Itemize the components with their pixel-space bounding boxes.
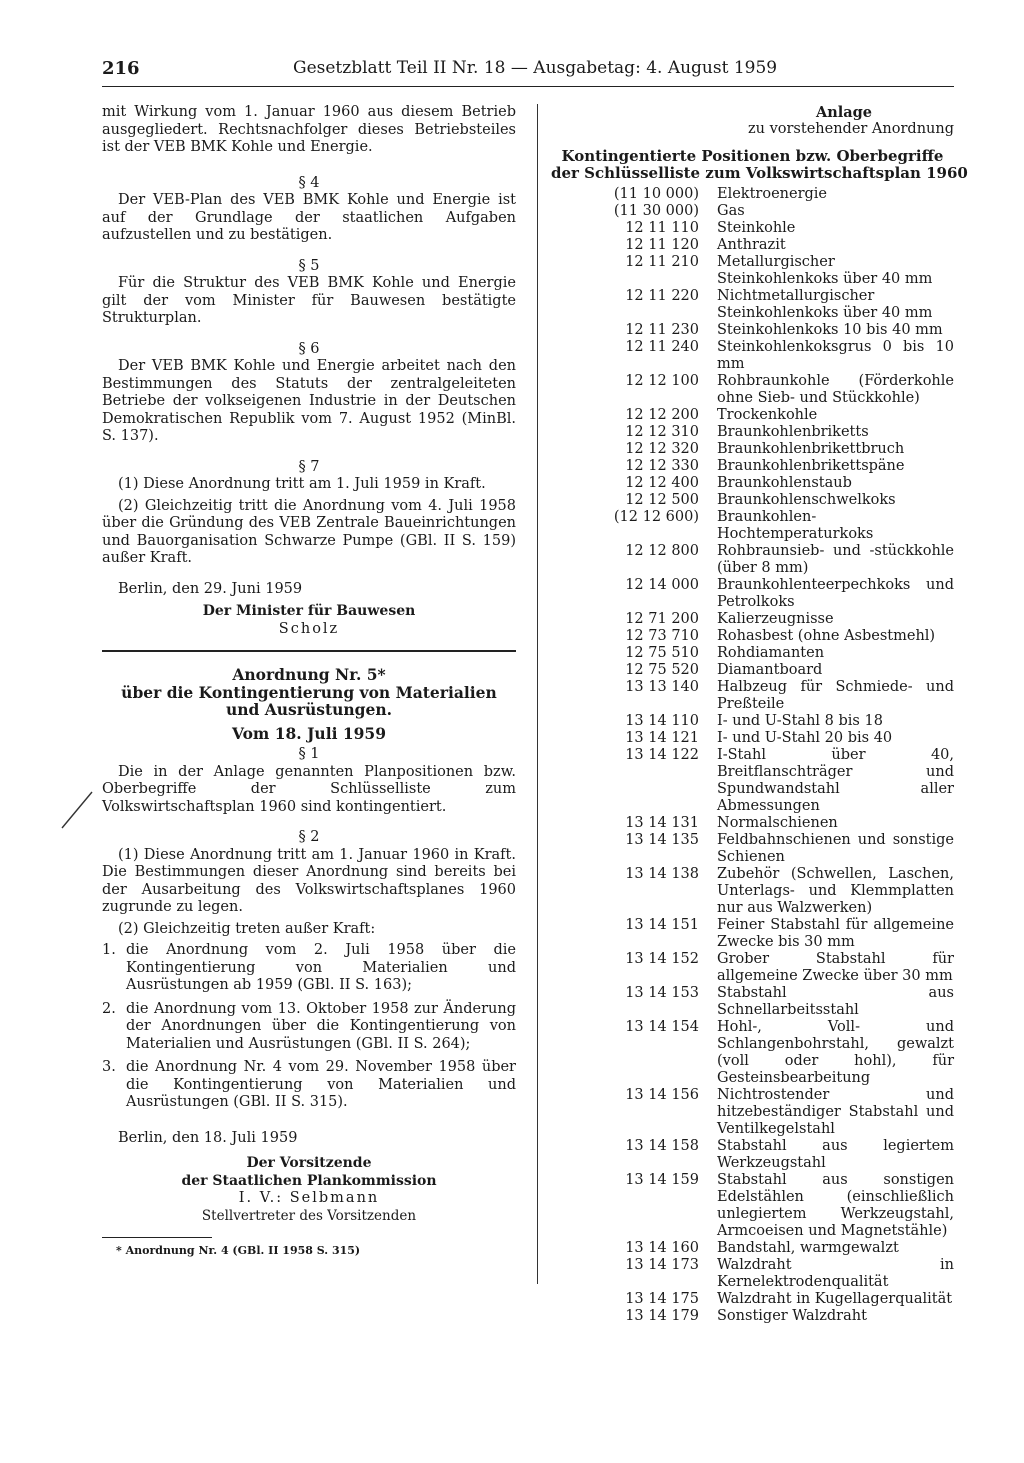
position-name: Rohbraunkohle (Förderkohle ohne Sieb- und Stückkohle) <box>717 373 954 406</box>
section-7-para-2: (2) Gleichzeitig tritt die Anordnung vom 4. Juli 1958 über die Gründung des VEB Zentrale Baueinrichtungen und Bauorganisation Schwarze Pumpe (GBl. II S. 159) außer Kraft. <box>102 497 516 566</box>
position-name: I- und U-Stahl 20 bis 40 <box>717 730 893 746</box>
position-code: 13 14 138 <box>625 866 699 882</box>
position-name: Braunkohlenstaub <box>717 475 852 491</box>
position-code: 12 11 210 <box>625 254 699 270</box>
position-code: 12 11 110 <box>625 220 699 236</box>
anlage-subtitle: zu vorstehender Anordnung <box>747 121 954 137</box>
left-column <box>102 104 516 1260</box>
table-row <box>551 441 954 458</box>
position-code: (12 12 600) <box>613 509 699 525</box>
position-code: 12 11 120 <box>625 237 699 253</box>
position-code: 13 14 152 <box>625 951 699 967</box>
position-code: 12 12 500 <box>625 492 699 508</box>
position-name: Feldbahnschienen und sonstige Schienen <box>717 832 954 865</box>
right-column <box>551 104 968 1325</box>
position-name: Trockenkohle <box>717 407 818 423</box>
list-heading-line-1: Kontingentierte Positionen bzw. Oberbegriffe <box>561 147 944 165</box>
signature-2-line-3: I. V.: Selbmann <box>238 1190 380 1206</box>
ordinance-section-1-heading: § 1 <box>298 746 320 762</box>
position-code: 13 14 159 <box>625 1172 699 1188</box>
table-row <box>551 866 954 917</box>
position-name: Rohdiamanten <box>717 645 825 661</box>
table-row <box>551 1087 954 1138</box>
table-row <box>551 628 954 645</box>
ordinance-section-2-para-2: (2) Gleichzeitig treten außer Kraft: <box>118 920 376 937</box>
position-name: Elektroenergie <box>717 186 828 202</box>
ordinance-title-line-1: Anordnung Nr. 5* <box>232 665 386 684</box>
table-row <box>551 254 954 288</box>
intro-paragraph: mit Wirkung vom 1. Januar 1960 aus diesem Betrieb ausgegliedert. Rechtsnachfolger dieses Betriebsteiles ist der VEB BMK Kohle und Energie. <box>102 104 516 155</box>
positions-table <box>551 186 954 1325</box>
position-code: 13 14 156 <box>625 1087 699 1103</box>
table-row <box>551 730 954 747</box>
position-code: 12 12 320 <box>625 441 699 457</box>
running-title: Gesetzblatt Teil II Nr. 18 — Ausgabetag: 4. August 1959 <box>293 58 778 78</box>
table-row <box>551 203 954 220</box>
position-code: 12 11 230 <box>625 322 699 338</box>
table-row <box>551 713 954 730</box>
table-row <box>551 424 954 441</box>
table-row <box>551 339 954 373</box>
position-name: Rohbraunsieb- und -stückkohle (über 8 mm) <box>717 543 954 576</box>
anlage-title: Anlage <box>815 104 872 121</box>
signature-2-line-1: Der Vorsitzende <box>246 1155 372 1171</box>
position-code: 12 12 400 <box>625 475 699 491</box>
position-name: Braunkohlenteerpechkoks und Petrolkoks <box>717 577 954 610</box>
table-row <box>551 951 954 985</box>
section-6-text: Der VEB BMK Kohle und Energie arbeitet nach den Bestimmungen des Statuts der zentralgeleiteten Betriebe der volkseigenen Industrie in der Deutschen Demokratischen Republik vom 7. August 1952 (MinBl. S. 137). <box>102 358 516 444</box>
signer-name: Scholz <box>278 620 340 637</box>
table-row <box>551 1240 954 1257</box>
position-name: Bandstahl, warmgewalzt <box>717 1240 899 1256</box>
position-code: 12 12 800 <box>625 543 699 559</box>
table-row <box>551 662 954 679</box>
position-name: Diamantboard <box>717 662 823 678</box>
position-name: Braunkohlenbrikettbruch <box>717 441 905 457</box>
list-heading-line-2: der Schlüsselliste zum Volkswirtschaftsplan 1960 <box>551 164 968 182</box>
table-row <box>551 458 954 475</box>
page-number: 216 <box>102 58 140 79</box>
repealed-list <box>102 942 516 1112</box>
page-header <box>102 58 778 84</box>
position-name: Nichtmetallurgischer Steinkohlenkoks über 40 mm <box>717 288 933 321</box>
table-row <box>551 679 954 713</box>
position-code: 13 14 154 <box>625 1019 699 1035</box>
position-code: 12 12 310 <box>625 424 699 440</box>
position-name: I- und U-Stahl 8 bis 18 <box>717 713 883 729</box>
column-divider <box>537 104 538 1284</box>
table-row <box>551 747 954 815</box>
position-name: Gas <box>717 203 745 219</box>
position-name: Anthrazit <box>717 237 786 253</box>
header-rule <box>102 86 954 87</box>
table-row <box>551 1138 954 1172</box>
ordinance-date: Vom 18. Juli 1959 <box>231 723 387 743</box>
date-line-2: Berlin, den 18. Juli 1959 <box>118 1129 298 1146</box>
position-name: Steinkohle <box>717 220 796 236</box>
table-row <box>551 220 954 237</box>
table-row <box>551 1291 954 1308</box>
position-name: Walzdraht in Kernelektrodenqualität <box>717 1257 954 1290</box>
table-row <box>551 815 954 832</box>
table-row <box>551 288 954 322</box>
position-name: Hohl-, Voll- und Schlangenbohrstahl, gewalzt (voll oder hohl), für Gesteinsbearbeitung <box>717 1019 954 1086</box>
position-name: Grober Stabstahl für allgemeine Zwecke über 30 mm <box>717 951 954 984</box>
position-name: Braunkohlenbrikettspäne <box>717 458 905 474</box>
table-row <box>551 322 954 339</box>
signature-2-line-4: Stellvertreter des Vorsitzenden <box>201 1207 417 1224</box>
signature-2-line-2: der Staatlichen Plankommission <box>181 1172 437 1189</box>
position-code: (11 10 000) <box>613 186 699 202</box>
position-code: 13 14 151 <box>625 917 699 933</box>
table-row <box>551 645 954 662</box>
table-row <box>551 186 954 203</box>
position-name: Metallurgischer Steinkohlenkoks über 40 mm <box>717 254 933 287</box>
table-row <box>551 577 954 611</box>
position-code: 13 14 158 <box>625 1138 699 1154</box>
table-row <box>551 1172 954 1240</box>
position-code: 13 14 160 <box>625 1240 699 1256</box>
table-row <box>551 1257 954 1291</box>
position-code: 12 14 000 <box>625 577 699 593</box>
signer-title: Der Minister für Bauwesen <box>202 603 416 619</box>
position-code: 13 14 110 <box>625 713 699 729</box>
list-item: 1. die Anordnung vom 2. Juli 1958 über die Kontingentierung von Materialien und Ausrüstungen ab 1959 (GBl. II S. 163); <box>102 942 516 993</box>
position-code: 13 14 175 <box>625 1291 699 1307</box>
table-row <box>551 917 954 951</box>
position-code: 12 75 510 <box>625 645 699 661</box>
position-code: 13 14 153 <box>625 985 699 1001</box>
position-name: Steinkohlenkoks 10 bis 40 mm <box>717 322 943 338</box>
position-code: 13 14 122 <box>625 747 699 763</box>
position-code: 13 14 135 <box>625 832 699 848</box>
position-name: Walzdraht in Kugellagerqualität <box>717 1291 953 1307</box>
section-7-heading: § 7 <box>298 458 320 475</box>
ordinance-section-1-text: Die in der Anlage genannten Planpositionen bzw. Oberbegriffe der Schlüsselliste zum Volkswirtschaftsplan 1960 sind kontingentiert. <box>102 763 516 815</box>
position-name: Sonstiger Walzdraht <box>717 1308 867 1324</box>
ordinance-title-line-3: und Ausrüstungen. <box>225 700 393 719</box>
table-row <box>551 832 954 866</box>
table-row <box>551 492 954 509</box>
position-name: Stabstahl aus legiertem Werkzeugstahl <box>717 1138 954 1171</box>
table-row <box>551 237 954 254</box>
position-name: Steinkohlenkoksgrus 0 bis 10 mm <box>717 339 954 372</box>
list-item: 3. die Anordnung Nr. 4 vom 29. November 1958 über die Kontingentierung von Materialien und Ausrüstungen (GBl. II S. 315). <box>102 1059 516 1110</box>
position-code: 13 14 179 <box>625 1308 699 1324</box>
position-code: 12 11 220 <box>625 288 699 304</box>
position-code: (11 30 000) <box>613 203 699 219</box>
section-4-heading: § 4 <box>298 174 320 191</box>
position-code: 12 12 100 <box>625 373 699 389</box>
position-name: Stabstahl aus sonstigen Edelstählen (einschließlich unlegiertem Werkzeugstahl, Armcoeisen und Magnetstähle) <box>717 1172 954 1239</box>
table-row <box>551 1308 954 1325</box>
section-6-heading: § 6 <box>298 340 320 357</box>
footnote: * Anordnung Nr. 4 (GBl. II 1958 S. 315) <box>116 1244 361 1257</box>
table-row <box>551 543 954 577</box>
position-name: Nichtrostender und hitzebeständiger Stabstahl und Ventilkegelstahl <box>717 1087 954 1137</box>
table-row <box>551 509 954 543</box>
table-row <box>551 1019 954 1087</box>
position-name: Halbzeug für Schmiede- und Preßteile <box>717 679 954 712</box>
position-code: 13 14 121 <box>625 730 699 746</box>
ordinance-section-2-para-1: (1) Diese Anordnung tritt am 1. Januar 1960 in Kraft. Die Bestimmungen dieser Anordnung sind bereits bei der Ausarbeitung des Volkswirtschaftsplanes 1960 zugrunde zu legen. <box>102 846 516 915</box>
ordinance-title-line-2: über die Kontingentierung von Materialien <box>121 682 497 702</box>
position-code: 12 11 240 <box>625 339 699 355</box>
list-item: 2. die Anordnung vom 13. Oktober 1958 zur Änderung der Anordnungen über die Kontingentierung von Materialien und Ausrüstungen (GBl. II S. 264); <box>102 1000 516 1052</box>
position-code: 12 73 710 <box>625 628 699 644</box>
position-code: 12 12 330 <box>625 458 699 474</box>
position-code: 13 14 173 <box>625 1257 699 1273</box>
position-code: 12 75 520 <box>625 662 699 678</box>
date-line: Berlin, den 29. Juni 1959 <box>118 580 303 597</box>
position-name: Kalierzeugnisse <box>717 611 834 627</box>
position-name: Normalschienen <box>717 815 838 831</box>
table-row <box>551 407 954 424</box>
ordinance-section-2-heading: § 2 <box>298 829 320 845</box>
table-row <box>551 985 954 1019</box>
position-code: 13 13 140 <box>625 679 699 695</box>
position-code: 13 14 131 <box>625 815 699 831</box>
position-name: Braunkohlen-Hochtemperaturkoks <box>717 509 874 542</box>
position-name: Rohasbest (ohne Asbestmehl) <box>717 628 936 644</box>
section-7-para-1: (1) Diese Anordnung tritt am 1. Juli 1959 in Kraft. <box>118 476 486 492</box>
table-row <box>551 475 954 492</box>
position-name: Stabstahl aus Schnellarbeitsstahl <box>717 985 954 1018</box>
position-code: 12 12 200 <box>625 407 699 423</box>
section-5-text: Für die Struktur des VEB BMK Kohle und Energie gilt der vom Minister für Bauwesen bestätigte Strukturplan. <box>102 275 516 326</box>
table-row <box>551 611 954 628</box>
position-name: Feiner Stabstahl für allgemeine Zwecke bis 30 mm <box>717 917 954 950</box>
position-code: 12 71 200 <box>625 611 699 627</box>
position-name: Braunkohlenbriketts <box>717 424 869 440</box>
pencil-margin-mark <box>60 790 100 830</box>
position-name: Zubehör (Schwellen, Laschen, Unterlags- und Klemmplatten nur aus Walzwerken) <box>717 866 954 916</box>
position-name: Braunkohlenschwelkoks <box>717 492 896 508</box>
table-row <box>551 373 954 407</box>
section-5-heading: § 5 <box>298 257 320 274</box>
section-4-text: Der VEB-Plan des VEB BMK Kohle und Energie ist auf der Grundlage der staatlichen Aufgaben aufzustellen und zu bestätigen. <box>102 192 516 243</box>
position-name: I-Stahl über 40, Breitflanschträger und Spundwandstahl aller Abmessungen <box>717 747 954 814</box>
